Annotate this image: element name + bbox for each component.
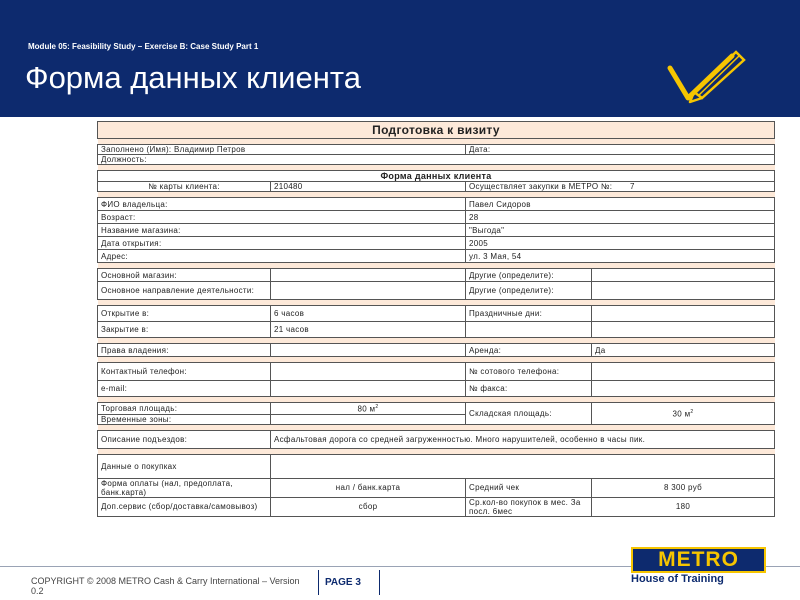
email-label: e-mail: bbox=[98, 381, 271, 397]
access-value: Асфальтовая дорога со средней загруженностью. Много нарушителей, особенно в часы пик. bbox=[271, 430, 775, 448]
mobile-label: № сотового телефона: bbox=[466, 363, 592, 381]
owner-value: Павел Сидоров bbox=[466, 198, 775, 211]
trade-area-label: Торговая площадь: bbox=[98, 403, 271, 415]
card-value: 210480 bbox=[271, 182, 466, 192]
main-direction-label: Основное направление деятельности: bbox=[98, 282, 271, 300]
service-label: Доп.сервис (сбор/доставка/самовывоз) bbox=[98, 497, 271, 516]
main-store-label: Основной магазин: bbox=[98, 269, 271, 282]
fax-label: № факса: bbox=[466, 381, 592, 397]
phone-label: Контактный телефон: bbox=[98, 363, 271, 381]
address-label: Адрес: bbox=[98, 250, 466, 263]
age-label: Возраст: bbox=[98, 211, 466, 224]
temp-zones-label: Временные зоны: bbox=[98, 414, 271, 424]
page-number: PAGE 3 bbox=[325, 577, 361, 588]
avg-check-label: Средний чек bbox=[466, 478, 592, 497]
open-label: Открытие в: bbox=[98, 306, 271, 322]
storage-value: 30 $м^2$ bbox=[592, 403, 775, 425]
opened-value: 2005 bbox=[466, 237, 775, 250]
avg-check-value: 8 300 руб bbox=[592, 478, 775, 497]
store-label: Название магазина: bbox=[98, 224, 466, 237]
open-value: 6 часов bbox=[271, 306, 466, 322]
storage-label: Складская площадь: bbox=[466, 403, 592, 425]
close-label: Закрытие в: bbox=[98, 322, 271, 338]
owner-label: ФИО владельца: bbox=[98, 198, 466, 211]
visit-prep-heading: Подготовка к визиту bbox=[98, 122, 775, 139]
purchases-field: Осуществляет закупки в МЕТРО №: 7 bbox=[466, 182, 775, 192]
opened-label: Дата открытия: bbox=[98, 237, 466, 250]
trade-area-value: 80 $м^2$ bbox=[271, 403, 466, 415]
module-subtitle: Module 05: Feasibility Study – Exercise B: Case Study Part 1 bbox=[28, 42, 259, 51]
payment-label: Форма оплаты (нал, предоплата, банк.карта) bbox=[98, 478, 271, 497]
store-value: "Выгода" bbox=[466, 224, 775, 237]
page-title: Форма данных клиента bbox=[25, 60, 361, 95]
rent-value: Да bbox=[592, 344, 775, 357]
ownership-label: Права владения: bbox=[98, 344, 271, 357]
count-label: Ср.кол-во покупок в мес. За посл. 6мес bbox=[466, 497, 592, 516]
client-data-form bbox=[97, 121, 774, 517]
holidays-label: Праздничные дни: bbox=[466, 306, 592, 322]
date-label: Дата: bbox=[466, 145, 775, 155]
other-label-2: Другие (определите): bbox=[466, 282, 592, 300]
age-value: 28 bbox=[466, 211, 775, 224]
metro-logo bbox=[631, 547, 766, 573]
page-number-box bbox=[318, 570, 380, 595]
copyright-text: COPYRIGHT © 2008 METRO Cash & Carry International – Version 0.2 bbox=[31, 576, 300, 596]
close-value: 21 часов bbox=[271, 322, 466, 338]
checkmark-pencil-icon bbox=[666, 46, 748, 104]
section-title: Форма данных клиента bbox=[98, 171, 775, 182]
count-value: 180 bbox=[592, 497, 775, 516]
metro-logo-text: METRO bbox=[658, 548, 739, 571]
filled-by-field: Заполнено (Имя): Владимир Петров bbox=[98, 145, 466, 155]
other-label-1: Другие (определите): bbox=[466, 269, 592, 282]
access-label: Описание подъездов: bbox=[98, 430, 271, 448]
service-value: сбор bbox=[271, 497, 466, 516]
rent-label: Аренда: bbox=[466, 344, 592, 357]
house-of-training-label: House of Training bbox=[631, 573, 724, 585]
position-label: Должность: bbox=[98, 155, 775, 165]
address-value: ул. 3 Мая, 54 bbox=[466, 250, 775, 263]
payment-value: нал / банк.карта bbox=[271, 478, 466, 497]
purchase-data-label: Данные о покупках bbox=[98, 454, 271, 478]
header-banner bbox=[0, 0, 800, 117]
card-label: № карты клиента: bbox=[98, 182, 271, 192]
